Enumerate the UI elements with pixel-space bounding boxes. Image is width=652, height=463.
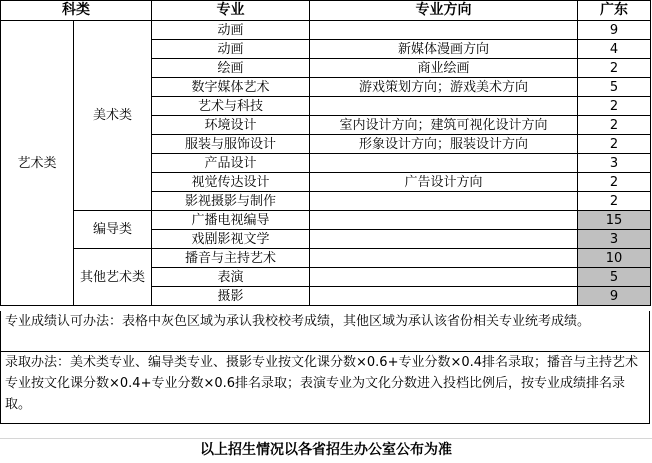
cell-major[interactable]: 数字媒体艺术 — [152, 78, 310, 97]
cell-direction[interactable]: 室内设计方向；建筑可视化设计方向 — [310, 116, 578, 135]
cell-major[interactable]: 环境设计 — [152, 116, 310, 135]
cell-count[interactable]: 2 — [578, 97, 651, 116]
table-row — [1, 21, 651, 40]
cell-direction[interactable]: 广告设计方向 — [310, 173, 578, 192]
cell-count[interactable]: 9 — [578, 287, 651, 306]
cell-count[interactable]: 3 — [578, 154, 651, 173]
header-direction: 专业方向 — [310, 1, 578, 21]
cell-direction[interactable] — [310, 211, 578, 230]
cell-major[interactable]: 动画 — [152, 21, 310, 40]
cell-major[interactable]: 戏剧影视文学 — [152, 230, 310, 249]
table-header-row — [1, 1, 651, 21]
cell-direction[interactable] — [310, 21, 578, 40]
cell-major[interactable]: 表演 — [152, 268, 310, 287]
cell-direction[interactable]: 游戏策划方向；游戏美术方向 — [310, 78, 578, 97]
header-category: 科类 — [1, 1, 152, 21]
cell-direction[interactable] — [310, 230, 578, 249]
cell-direction[interactable]: 形象设计方向；服装设计方向 — [310, 135, 578, 154]
cell-count[interactable]: 3 — [578, 230, 651, 249]
cell-major[interactable]: 服装与服饰设计 — [152, 135, 310, 154]
cell-count[interactable]: 2 — [578, 135, 651, 154]
cell-major[interactable]: 绘画 — [152, 59, 310, 78]
recognition-note[interactable]: 专业成绩认可办法：表格中灰色区域为承认我校校考成绩，其他区域为承认该省份相关专业统考成绩。 — [0, 311, 650, 352]
header-province: 广东 — [578, 1, 651, 21]
cell-count[interactable]: 15 — [578, 211, 651, 230]
header-major: 专业 — [152, 1, 310, 21]
group-art: 艺术类 — [1, 21, 74, 306]
subgroup-fine-arts: 美术类 — [74, 21, 152, 211]
cell-major[interactable]: 动画 — [152, 40, 310, 59]
cell-count[interactable]: 4 — [578, 40, 651, 59]
cell-major[interactable]: 艺术与科技 — [152, 97, 310, 116]
cell-direction[interactable]: 商业绘画 — [310, 59, 578, 78]
footer-note[interactable]: 以上招生情况以各省招生办公室公布为准 — [200, 442, 452, 458]
cell-count[interactable]: 5 — [578, 268, 651, 287]
admission-note[interactable]: 录取办法：美术类专业、编导类专业、摄影专业按文化课分数×0.6+专业分数×0.4排名录取；播音与主持艺术专业按文化课分数×0.4+专业分数×0.6排名录取；表演专业为文化分数进入投档比例后，按专业成绩排名录取。 — [0, 352, 650, 424]
table-row — [1, 211, 651, 230]
cell-count[interactable]: 9 — [578, 21, 651, 40]
table-row — [1, 249, 651, 268]
cell-count[interactable]: 10 — [578, 249, 651, 268]
cell-direction[interactable]: 新媒体漫画方向 — [310, 40, 578, 59]
cell-major[interactable]: 广播电视编导 — [152, 211, 310, 230]
cell-major[interactable]: 产品设计 — [152, 154, 310, 173]
cell-major[interactable]: 播音与主持艺术 — [152, 249, 310, 268]
cell-count[interactable]: 5 — [578, 78, 651, 97]
cell-count[interactable]: 2 — [578, 192, 651, 211]
cell-major[interactable]: 摄影 — [152, 287, 310, 306]
cell-count[interactable]: 2 — [578, 173, 651, 192]
subgroup-other-arts: 其他艺术类 — [74, 249, 152, 306]
cell-direction[interactable] — [310, 192, 578, 211]
cell-major[interactable]: 影视摄影与制作 — [152, 192, 310, 211]
cell-count[interactable]: 2 — [578, 116, 651, 135]
cell-direction[interactable] — [310, 97, 578, 116]
cell-count[interactable]: 2 — [578, 59, 651, 78]
cell-direction[interactable] — [310, 287, 578, 306]
cell-direction[interactable] — [310, 249, 578, 268]
subgroup-directing: 编导类 — [74, 211, 152, 249]
cell-direction[interactable] — [310, 154, 578, 173]
cell-major[interactable]: 视觉传达设计 — [152, 173, 310, 192]
cell-direction[interactable] — [310, 268, 578, 287]
